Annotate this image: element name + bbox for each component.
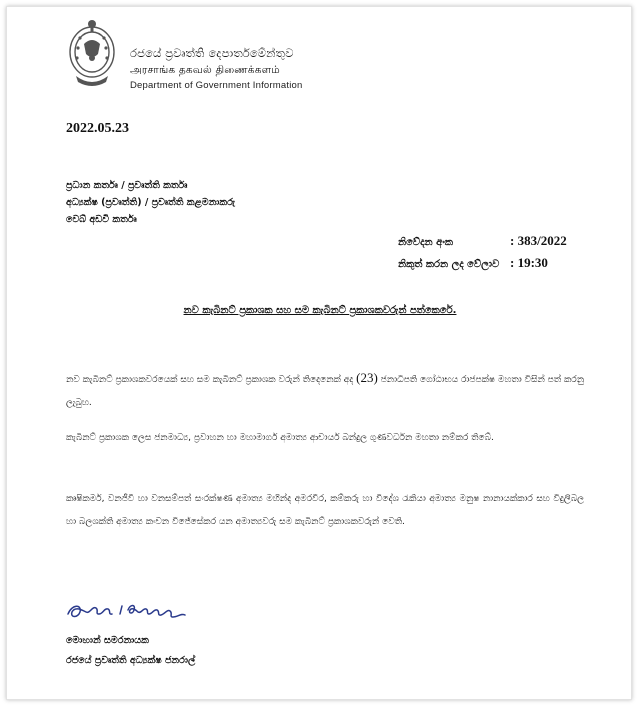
addressee-line: වෙබ් අඩවි කර්තෘ: [66, 214, 137, 225]
release-number-value: : 383/2022: [510, 233, 567, 248]
release-date: 2022.05.23: [66, 121, 129, 136]
paragraph-text: නව කැබිනට් ප්‍රකාශකවරයෙක් සහ සම කැබිනට් ප්‍රකාශක වරුන් තිදෙනෙක් අද: [66, 375, 357, 385]
release-number-label: නිවේදන අංක: [398, 237, 453, 248]
signatory-name: මොහාන් සමරනායක: [66, 635, 149, 646]
addressee-line: ප්‍රධාන කර්තෘ / ප්‍රවෘත්ති කර්තෘ: [66, 180, 188, 191]
department-name-english: Department of Government Information: [130, 80, 303, 91]
release-number: [398, 233, 567, 249]
handwritten-signature: [64, 596, 224, 626]
release-time-label: නිකුත් කරන ලද වේලාව: [398, 259, 500, 270]
department-name-sinhala: රජයේ ප්‍රවෘත්ති දෙපාර්තමේන්තුව: [130, 46, 294, 60]
paragraph-text: ජනාධිපති ගෝඨාභය රාජපක්ෂ මහතා විසින් පත් කරනු ලැබුහ.: [66, 375, 585, 408]
release-time-value: : 19:30: [510, 255, 548, 270]
body-paragraph: කෘෂිකර්ම, වනජීවී හා වනසම්පත් සංරක්ෂණ අමාත්‍ය මහින්ද අමරවීර, කම්කරු හා විදේශ රැකියා අමාත්‍ය මනුෂ නානායක්කාර සහ විදුලිබල හා බලශක්ති අමාත්‍ය කංචන විජේසේකර යන අමාත්‍යවරු සම කැබිනට් ප්‍රකාශකවරුන් වෙති.: [66, 494, 584, 527]
release-time: [398, 255, 548, 271]
signatory-title: රජයේ ප්‍රවෘත්ති අධ්‍යක්ෂ ජනරාල්: [66, 655, 196, 666]
release-heading: නව කැබිනට් ප්‍රකාශක සහ සම කැබිනට් ප්‍රකාශකවරුන් පත්කෙරේ.: [183, 305, 457, 316]
body-paragraph: [66, 366, 584, 415]
body-paragraph: කැබිනට් ප්‍රකාශක ලෙස ජනමාධ්‍ය, ප්‍රවාහන හා මහාමාර්ග අමාත්‍ය ආචාර්ය බන්දුල ගුණවර්ධන මහතා නම්කර තිබේ.: [66, 433, 494, 443]
sri-lanka-emblem-icon: [66, 18, 118, 90]
addressee-line: අධ්‍යක්ෂ (ප්‍රවෘත්ති) / ප්‍රවෘත්ති කළමනාකරු: [66, 197, 236, 208]
department-name-tamil: அரசாங்க தகவல் திணைக்களம்: [130, 64, 280, 76]
paragraph-date-number: (23): [356, 370, 378, 385]
